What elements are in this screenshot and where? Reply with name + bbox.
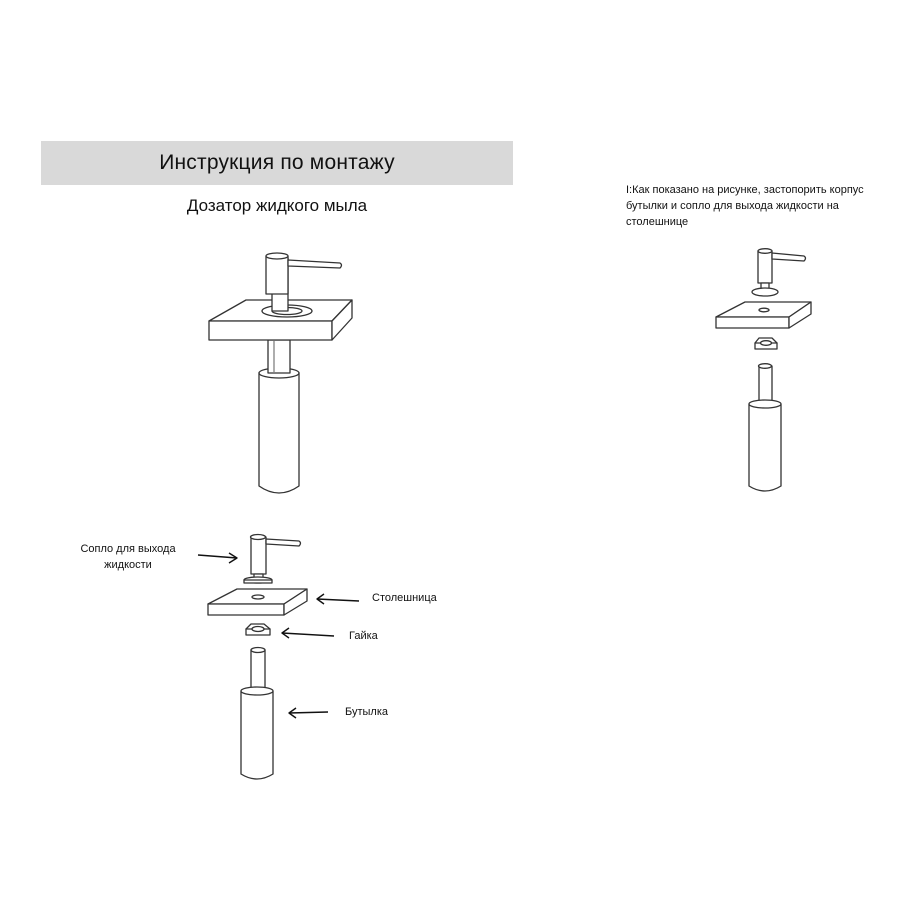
arrow-to-countertop-icon xyxy=(317,594,359,604)
assembled-dispenser-illustration xyxy=(209,253,352,493)
exploded-view-illustration xyxy=(208,535,307,780)
step-1-line-3: столешнице xyxy=(626,216,689,228)
page-subtitle: Дозатор жидкого мыла xyxy=(186,196,368,215)
callout-arrows xyxy=(198,553,359,718)
exploded-nozzle xyxy=(244,535,301,584)
label-bottle: Бутылка xyxy=(345,706,389,718)
label-nozzle-line-1: Сопло для выхода xyxy=(80,543,176,555)
exploded-nut xyxy=(246,624,270,635)
page-title: Инструкция по монтажу xyxy=(159,151,395,174)
arrow-to-nut-icon xyxy=(282,628,334,638)
exploded-bottle xyxy=(241,648,273,780)
step-1-bottle xyxy=(749,364,781,491)
step-1-nozzle xyxy=(752,249,806,296)
label-nozzle-line-2: жидкости xyxy=(104,559,152,571)
arrow-to-bottle-icon xyxy=(289,708,328,718)
step-1-nut xyxy=(755,338,777,349)
exploded-countertop xyxy=(208,589,307,615)
label-countertop: Столешница xyxy=(372,592,437,604)
step-1-line-2: бутылки и сопло для выхода жидкости на xyxy=(626,200,839,212)
assembled-bottle xyxy=(259,340,299,493)
step-1-line-1: I:Как показано на рисунке, застопорить корпус xyxy=(626,184,864,196)
label-nut: Гайка xyxy=(349,630,378,642)
step-1-countertop xyxy=(716,302,811,328)
arrow-to-nozzle-icon xyxy=(198,553,237,563)
step-1-illustration xyxy=(716,249,811,491)
